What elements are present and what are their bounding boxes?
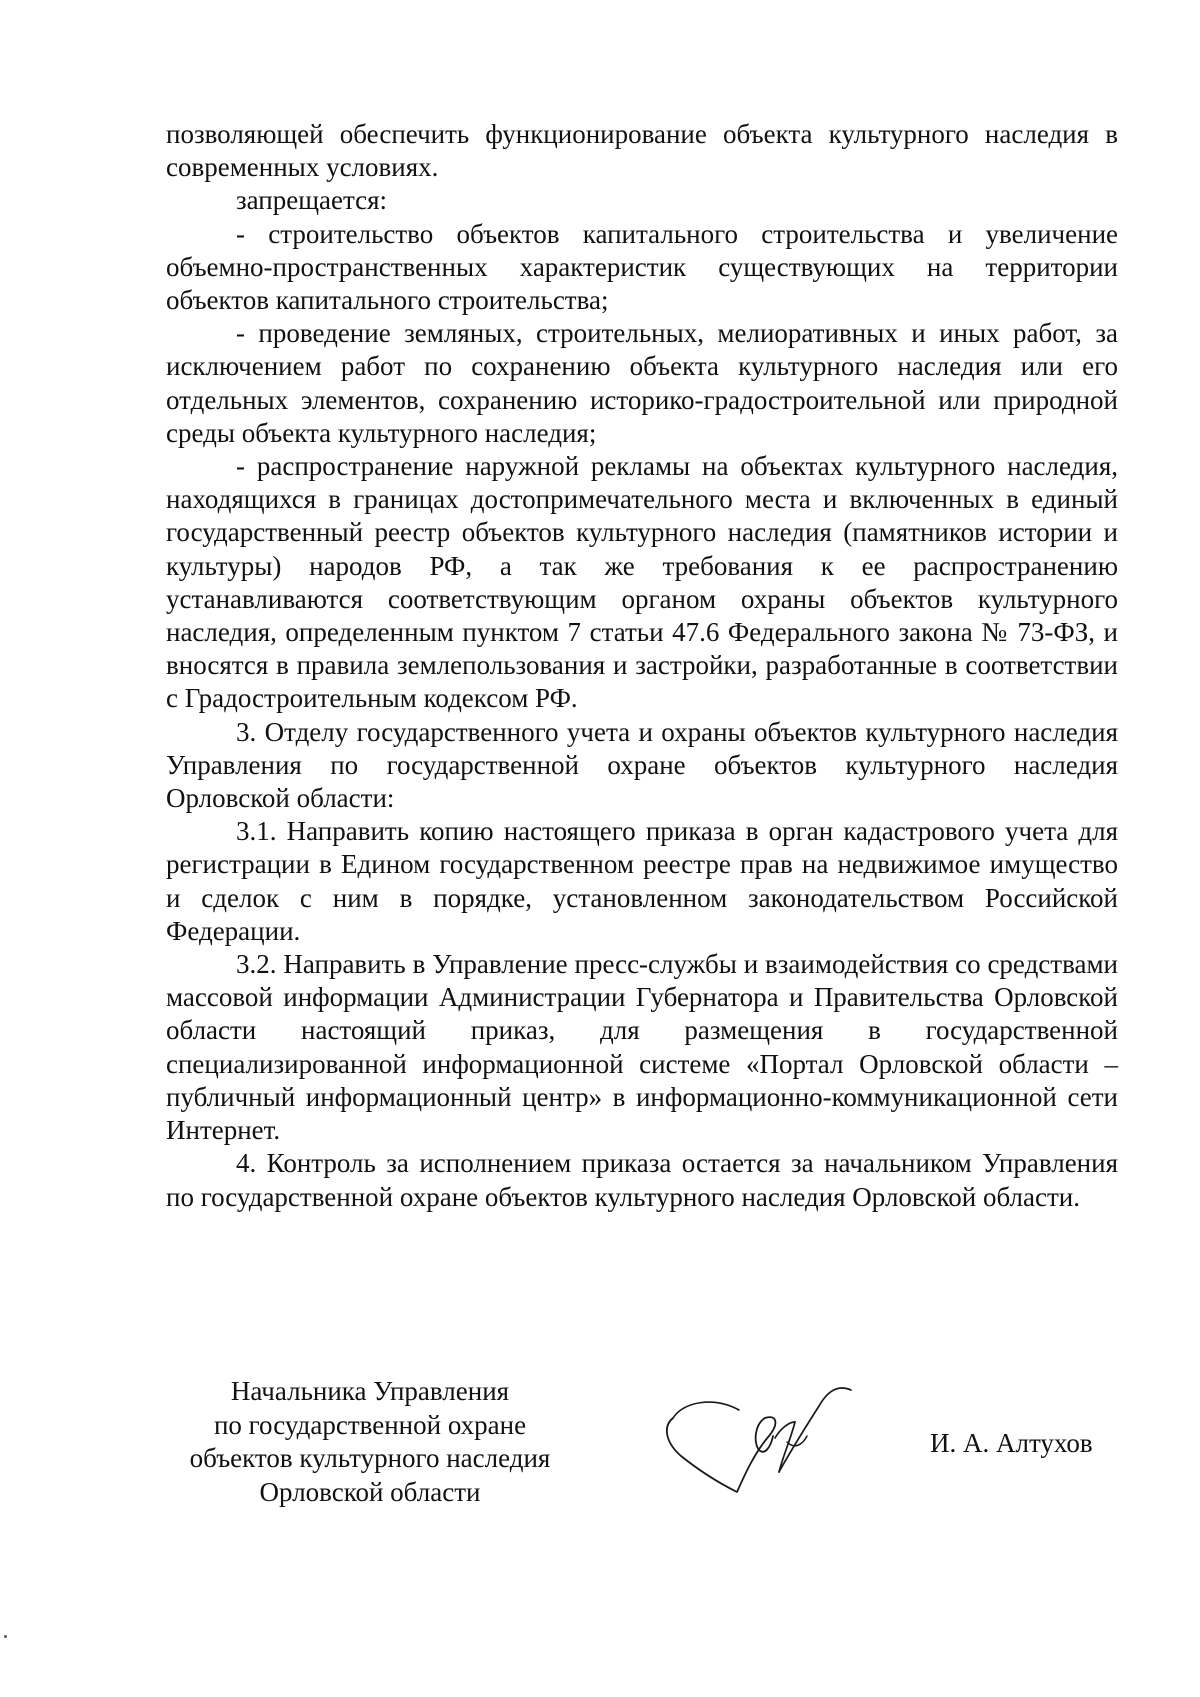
- signatory-title-line: Орловской области: [259, 1476, 481, 1507]
- paragraph: позволяющей обеспечить функционирование объекта культурного наследия в современных условиях.: [166, 119, 1118, 183]
- paragraph: - строительство объектов капитального строительства и увеличение объемно-пространственных характеристик существующих на территории объектов капитального строительства;: [166, 218, 1118, 316]
- paragraph: 3. Отделу государственного учета и охраны объектов культурного наследия Управления по государственной охране объектов культурного наследия Орловской области:: [166, 716, 1118, 814]
- paragraph: - проведение земляных, строительных, мелиоративных и иных работ, за исключением работ по сохранению объекта культурного наследия или его отдельных элементов, сохранению историко-градостроительной или природной среды объекта культурного наследия;: [166, 318, 1118, 448]
- document-body: [166, 118, 1118, 1214]
- signatory-title-line: объектов культурного наследия: [189, 1443, 551, 1473]
- signer-name: И. А. Алтухов: [930, 1428, 1093, 1458]
- signatory-title: [180, 1375, 560, 1509]
- handwritten-signature: [655, 1380, 865, 1510]
- paragraph: 3.2. Направить в Управление пресс-службы и взаимодействия со средствами массовой информации Администрации Губернатора и Правительства Орловской области настоящий приказ, для размещения в государственной специализированной информационной системе «Портал Орловской области – публичный информационный центр» в информационно-коммуникационной сети Интернет.: [166, 949, 1118, 1146]
- paragraph: запрещается:: [236, 185, 388, 216]
- paragraph: 3.1. Направить копию настоящего приказа в орган кадастрового учета для регистрации в Едином государственном реестре прав на недвижимое имущество и сделок с ним в порядке, установленном законодательством Российской Федерации.: [166, 816, 1118, 946]
- signatory-title-line: Начальника Управления: [230, 1376, 510, 1406]
- scan-speck: [4, 1635, 7, 1638]
- signatory-title-line: по государственной охране: [213, 1409, 527, 1440]
- paragraph: 4. Контроль за исполнением приказа остается за начальником Управления по государственной охране объектов культурного наследия Орловской области.: [166, 1148, 1118, 1212]
- paragraph: - распространение наружной рекламы на объектах культурного наследия, находящихся в границах достопримечательного места и включенных в единый государственный реестр объектов культурного наследия (памятников истории и культуры) народов РФ, а так же требования к ее распространению устанавливаются соответствующим органом охраны объектов культурного наследия, определенным пунктом 7 статьи 47.6 Федерального закона № 73-ФЗ, и вносятся в правила землепользования и застройки, разработанные в соответствии с Градостроительным кодексом РФ.: [166, 451, 1118, 714]
